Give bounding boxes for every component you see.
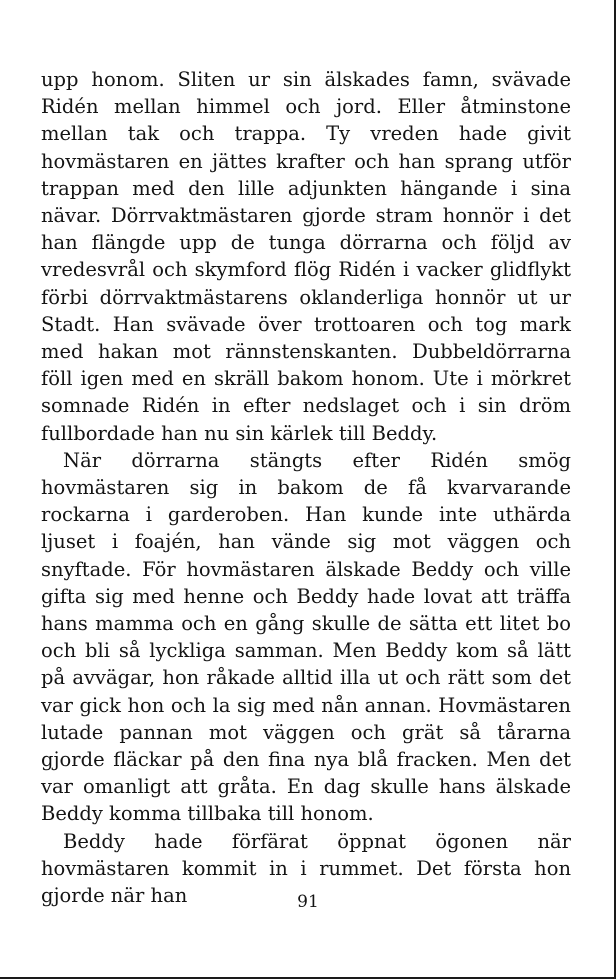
paragraph-1: upp honom. Sliten ur sin älskades famn, svävade Ridén mellan himmel och jord. Eller åtminstone mellan tak och trappa. Ty vreden hade givit hovmästaren en jättes krafter och han sprang utför trappan med den lille adjunkten hängande i sina nävar. Dörrvaktmästaren gjorde stram honnör i det han flängde upp de tunga dörrarna och följd av vredesvrål och skymford flög Ridén i vacker glidflykt förbi dörrvaktmästarens oklanderliga honnör ut ur Stadt. Han svävade över trottoaren och tog mark med hakan mot rännstenskanten. Dubbeldörrarna föll igen med en skräll bakom honom. Ute i mörkret somnade Ridén in efter nedslaget och i sin dröm fullbordade han nu sin kärlek till Beddy. (41, 68, 571, 445)
paragraph-2: När dörrarna stängts efter Ridén smög hovmästaren sig in bakom de få kvarvarande rockarna i garderoben. Han kunde inte uthärda ljuset i foajén, han vände sig mot väggen och snyftade. För hovmästaren älskade Beddy och ville gifta sig med henne och Beddy hade lovat att träffa hans mamma och en gång skulle de sätta ett litet bo och bli så lyckliga samman. Men Beddy kom så lätt på avvägar, hon råkade alltid illa ut och rätt som det var gick hon och la sig med nån annan. Hovmästaren lutade pannan mot väggen och grät så tårarna gjorde fläckar på den fina nya blå fracken. Men det var omanligt att gråta. En dag skulle hans älskade Beddy komma tillbaka till honom. (41, 448, 571, 826)
page-number: 91 (297, 892, 319, 912)
body-text (41, 66, 571, 909)
paragraph-3: Beddy hade förfärat öppnat ögonen när hovmästaren kommit in i rummet. Det första hon gjorde när han (41, 829, 571, 908)
